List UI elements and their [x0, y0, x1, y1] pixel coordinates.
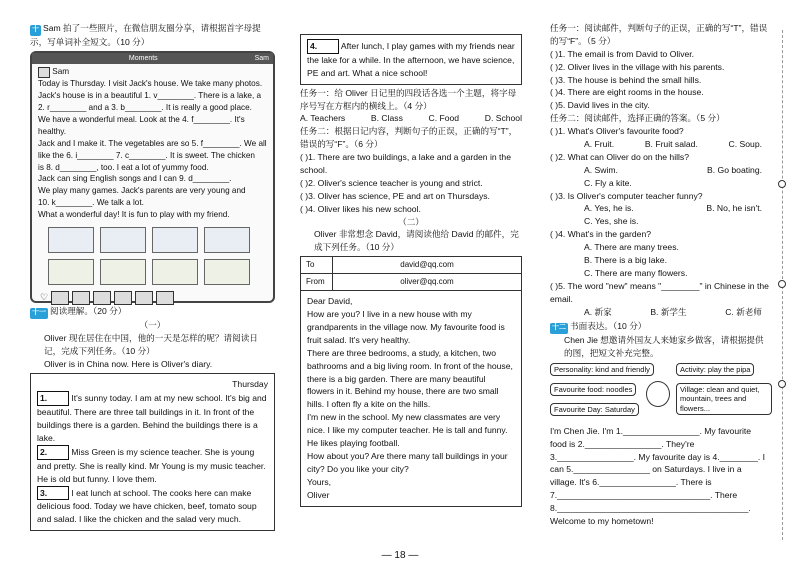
- tag-village: Village: clean and quiet, mountain, trees and flowers...: [676, 383, 772, 415]
- option: B. 新学生: [650, 306, 687, 317]
- binding-hole: [778, 280, 786, 288]
- tf-question: ( )1. The email is from David to Oliver.: [550, 48, 695, 59]
- moments-line: 2. r________ and a 3. b________. It is really a good place.: [38, 103, 252, 113]
- section-12-heading: [550, 320, 772, 334]
- part-1-intro-en: Oliver is in China now. Here is Oliver's diary.: [44, 358, 213, 369]
- option: C. 新老师: [725, 306, 762, 317]
- writing-line: can 5.________________ on Saturdays. I live in a: [550, 464, 742, 475]
- writing-line: I'm Chen Jie. I'm 1.________________. My favourite: [550, 425, 752, 436]
- option: A. Yes, he is.: [584, 203, 634, 214]
- tf-question: ( )2. Oliver's science teacher is young and strict.: [300, 177, 483, 188]
- photo-house: [48, 227, 94, 253]
- email-line: Dear David,: [307, 296, 353, 307]
- photo-vegetables: [204, 227, 250, 253]
- section-11-title: 阅读理解。（20 分）: [50, 306, 127, 317]
- moments-title: Moments: [128, 55, 158, 63]
- option: C. Food: [428, 113, 460, 124]
- moments-line: 10. k________. We talk a lot.: [38, 198, 144, 208]
- mc-options: [550, 138, 772, 151]
- mc-options: [550, 202, 772, 215]
- task-1: 任务一：给 Oliver 日记里的四段话各选一个主题，将字母序号写在方框内的横线上。（4 分）: [300, 87, 517, 111]
- tf-question: ( )3. Oliver has science, PE and art on Thursdays.: [300, 190, 490, 201]
- left-column: [30, 22, 275, 531]
- mc-question: ( )3. Is Oliver's computer teacher funny?: [550, 190, 703, 201]
- email-header-table: [300, 256, 522, 291]
- moments-author: [38, 66, 267, 78]
- task-4: 任务二：阅读邮件，选择正确的答案。（5 分）: [550, 113, 725, 124]
- section-10-title: Sam 拍了一些照片，在微信朋友圈分享，请根据首字母提示，写单词补全短文。（10 分）: [30, 23, 261, 47]
- answer-box[interactable]: 3.: [37, 486, 69, 501]
- table-row: [301, 274, 522, 291]
- moments-author-name: Sam: [52, 67, 70, 77]
- photo-dance: [152, 259, 198, 285]
- tf-question: ( )2. Oliver lives in the village with his parents.: [550, 61, 725, 72]
- email-line: I'm new in the school. My new classmates are very nice. I like my computer teacher. He is tall and funny. He likes playing football.: [307, 412, 508, 449]
- photo-hills: [100, 227, 146, 253]
- diary-text: After lunch, I play games with my friends near the lake for a while. In the afternoon, we have science, PE and art. What a nice school!: [307, 41, 515, 78]
- section-11-heading: [30, 305, 275, 319]
- tag-food: Favourite food: noodles: [550, 383, 636, 396]
- moments-line: Jack can sing English songs and I can 9. d________.: [38, 174, 232, 184]
- moments-phone: [30, 51, 275, 303]
- photo-food: [152, 227, 198, 253]
- moments-line: like the 6. i________ 7. c________. It is sweet. The chicken: [38, 150, 255, 160]
- mc-question: ( )1. What's Oliver's favourite food?: [550, 126, 684, 137]
- girl-icon: [646, 381, 670, 407]
- avatar: [156, 291, 174, 305]
- section-12-intro: Chen Jie 想邀请外国友人来她家乡做客，请根据提供的图，把短文补充完整。: [564, 334, 764, 358]
- diary-paragraph-4: [307, 39, 515, 80]
- avatar: [72, 291, 90, 305]
- table-row: [301, 257, 522, 274]
- moments-line: What a wonderful day! It is fun to play with my friend.: [38, 210, 230, 220]
- mc-options: [550, 164, 772, 177]
- email-line: Oliver: [307, 489, 330, 500]
- diary-text: Miss Green is my science teacher. She is young and pretty. She is really kind. Mr Young is my music teacher. He is old but funny. I love them.: [37, 446, 266, 484]
- diary-box-continued: [300, 34, 522, 85]
- mc-options: [550, 306, 772, 319]
- email-body: [300, 291, 522, 506]
- moments-line: Today is Thursday. I visit Jack's house. We take many photos.: [38, 79, 263, 89]
- task-3: 任务一：阅读邮件，判断句子的正误，正确的写“T”，错误的写“F”。（5 分）: [550, 23, 768, 46]
- photo-ice-cream: [48, 259, 94, 285]
- writing-line: 8.________________________________________.: [550, 503, 751, 514]
- avatar: [135, 291, 153, 305]
- binding-hole: [778, 380, 786, 388]
- option: A. There are many trees.: [584, 242, 679, 253]
- tf-question: ( )1. There are two buildings, a lake and a garden in the school.: [300, 152, 511, 176]
- writing-prompt-figure: [550, 363, 772, 425]
- tag-personality: Personality: kind and friendly: [550, 363, 654, 376]
- mc-question: ( )5. The word "new" means "________" in Chinese in the email.: [550, 280, 769, 304]
- tf-question: ( )4. There are eight rooms in the house.: [550, 87, 704, 98]
- section-10-badge: 十: [30, 25, 41, 36]
- option: A. 新家: [584, 306, 612, 317]
- writing-line: Welcome to my hometown!: [550, 516, 654, 526]
- from-label: From: [301, 274, 333, 291]
- to-value: david@qq.com: [333, 257, 522, 274]
- diary-paragraph-3: [37, 486, 268, 527]
- email-line: Yours,: [307, 476, 332, 487]
- task-1-options: [300, 112, 522, 125]
- photo-chicken: [100, 259, 146, 285]
- task-2: 任务二：根据日记内容，判断句子的正误，正确的写“T”，错误的写“F”。（6 分）: [300, 126, 518, 150]
- section-12-title: 书面表达。（10 分）: [570, 321, 647, 332]
- writing-line: 3.________________. My favourite day is 4.________. I: [550, 451, 766, 462]
- email-line: There are three bedrooms, a study, a kitchen, two bathrooms and a big living room. In front of the house, there is a big garden. There are many beautiful flowers in it. Behind my house, there are two small hills. I often fly a kite on the hills.: [307, 347, 513, 410]
- moments-title-bar: [32, 53, 273, 64]
- mc-question: ( )4. What's in the garden?: [550, 229, 651, 240]
- binding-hole: [778, 180, 786, 188]
- email-line: How are you? I live in a new house with my grandparents in the village now. My favourite food is fruit salad. It's very healthy.: [307, 309, 505, 345]
- part-1-intro: Oliver 现在居住在中国，他的一天是怎样的呢？请阅读日记，完成下列任务。（10 分）: [44, 332, 258, 356]
- option: B. Go boating.: [707, 164, 762, 175]
- tf-question: ( )4. Oliver likes his new school.: [300, 203, 421, 214]
- part-1-label: （一）: [139, 319, 166, 330]
- option: A. Swim.: [584, 164, 618, 175]
- middle-column: [300, 22, 522, 507]
- moments-line: We have a wonderful meal. Look at the 4. f________. It's healthy.: [38, 114, 245, 136]
- diary-text: I eat lunch at school. The cooks here can make delicious food. Today we have chicken, beef, tomato soup and salad. I like the chicken and the salad very much.: [37, 487, 257, 525]
- to-label: To: [301, 257, 333, 274]
- diary-paragraph-2: [37, 445, 268, 486]
- writing-line: 7.________________________________. There: [550, 490, 738, 501]
- moments-likes: [32, 289, 273, 307]
- moments-photos: [32, 223, 273, 289]
- mc-question: ( )2. What can Oliver do on the hills?: [550, 151, 689, 162]
- option: B. No, he isn't.: [706, 203, 762, 214]
- avatar: [51, 291, 69, 305]
- email-line: How about you? Are there many tall buildings in your city? Do you like your city?: [307, 450, 508, 474]
- from-value: oliver@qq.com: [333, 274, 522, 291]
- section-12-badge: 十二: [550, 323, 568, 334]
- option: C. There are many flowers.: [584, 267, 688, 278]
- tf-question: ( )3. The house is behind the small hills.: [550, 74, 702, 85]
- moments-line: Jack and I make it. The vegetables are so 5. f________. We all: [38, 138, 267, 148]
- writing-line: food is 2.________________. They're: [550, 438, 695, 449]
- avatar: [93, 291, 111, 305]
- moments-line: Jack's house is in a beautiful 1. v________. There is a lake, a: [38, 91, 262, 101]
- answer-box[interactable]: 1.: [37, 391, 69, 406]
- moments-post: [32, 64, 273, 223]
- moments-user: Sam: [254, 55, 269, 63]
- diary-paragraph-1: [37, 391, 268, 445]
- option: B. Class: [370, 113, 403, 124]
- tf-question: ( )5. David lives in the city.: [550, 100, 650, 111]
- avatar: [114, 291, 132, 305]
- tag-activity: Activity: play the pipa: [676, 363, 754, 376]
- moments-line: is 8. d________, too. I eat a lot of yummy food.: [38, 162, 209, 172]
- option: C. Soup.: [728, 139, 762, 150]
- section-10-heading: [30, 22, 275, 48]
- option: B. There is a big lake.: [584, 255, 667, 266]
- part-2-intro: Oliver 非常想念 David，请阅读他给 David 的邮件，完成下列任务。（10 分）: [314, 229, 519, 253]
- section-11-badge: 十一: [30, 308, 48, 319]
- writing-line: village. It's 6.________________. There is: [550, 477, 712, 488]
- option: D. School: [484, 113, 522, 124]
- option: C. Fly a kite.: [584, 177, 632, 188]
- page-number: — 18 —: [381, 550, 419, 561]
- answer-box[interactable]: 4.: [307, 39, 339, 54]
- option: A. Teachers: [300, 113, 346, 124]
- option: C. Yes, she is.: [584, 216, 639, 227]
- heart-icon: ♡: [40, 291, 49, 302]
- answer-box[interactable]: 2.: [37, 445, 69, 460]
- diary-text: It's sunny today. I am at my new school. It's big and beautiful. There are three tall buildings in it. In front of the buildings there is a garden. Behind the buildings there is a lake.: [37, 393, 267, 444]
- tag-day: Favourite Day: Saturday: [550, 403, 639, 416]
- diary-box: [30, 373, 275, 531]
- right-column: [550, 22, 772, 528]
- photo-parents: [204, 259, 250, 285]
- option: B. Fruit salad.: [644, 139, 698, 150]
- diary-day: Thursday: [232, 379, 268, 390]
- avatar: [38, 67, 50, 78]
- moments-line: We play many games. Jack's parents are very young and: [38, 186, 246, 196]
- part-2-label: （二）: [398, 216, 424, 227]
- option: A. Fruit.: [584, 139, 615, 150]
